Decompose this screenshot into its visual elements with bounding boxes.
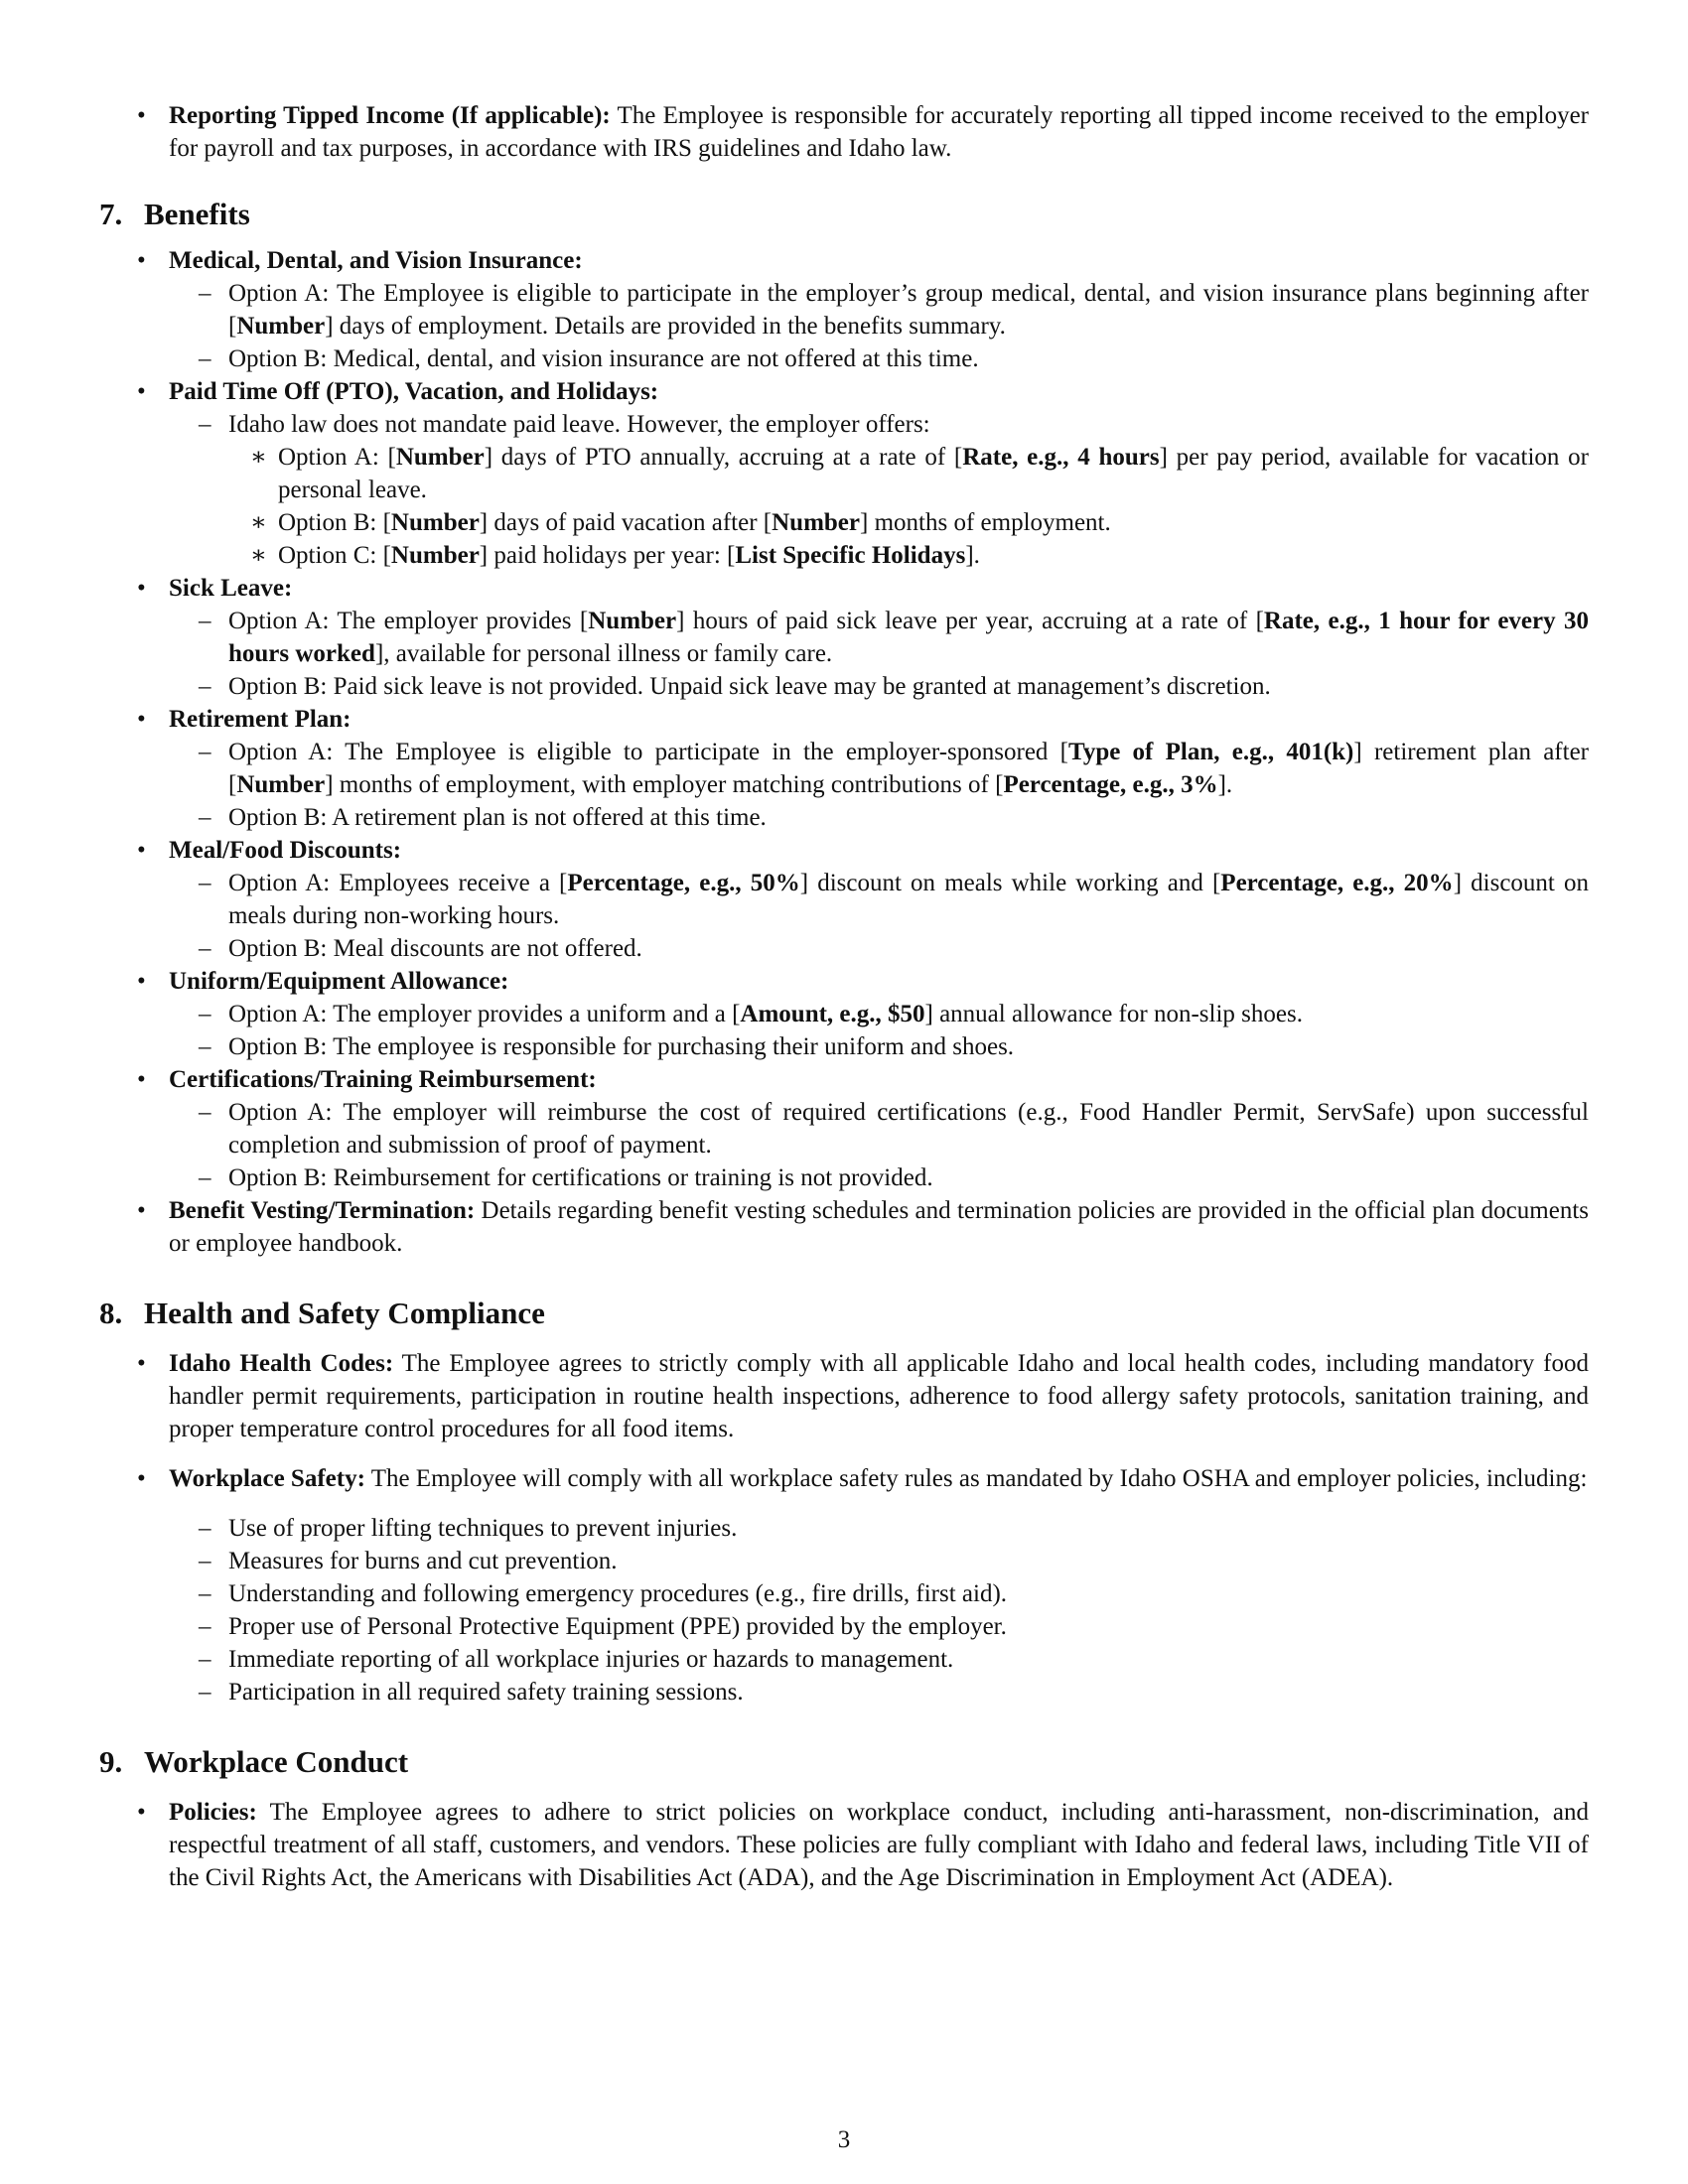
retirement-option-b: – Option B: A retirement plan is not offered at this time. (169, 801, 1589, 834)
pto-option-c: ∗ Option C: [Number] paid holidays per year: [List Specific Holidays]. (228, 539, 1589, 572)
uniform-label: Uniform/Equipment Allowance: (169, 968, 509, 995)
tipped-income-text: The Employee is responsible for accurately reporting all tipped income received to the employer for payroll and tax purposes, in accordance with IRS guidelines and Idaho law. (169, 102, 1589, 162)
pto-label: Paid Time Off (PTO), Vacation, and Holidays: (169, 378, 659, 405)
conduct-list (99, 1796, 1589, 1894)
health-codes-label: Idaho Health Codes: (169, 1350, 394, 1377)
section-9-heading: 9. Workplace Conduct (99, 1744, 409, 1779)
meal-option-a: – Option A: Employees receive a [Percentage, e.g., 50%] discount on meals while working and [Percentage, e.g., 20%] discount on meals during non-working hours. (169, 867, 1589, 932)
safety-rules-list (169, 1512, 1589, 1708)
vesting-text: Details regarding benefit vesting schedules and termination policies are provided in the official plan documents or employee handbook. (169, 1197, 1589, 1257)
sick-option-a: – Option A: The employer provides [Number] hours of paid sick leave per year, accruing at a rate of [Rate, e.g., 1 hour for every 30 hours worked], available for personal illness or family care. (169, 605, 1589, 670)
pto-option-b: ∗ Option B: [Number] days of paid vacation after [Number] months of employment. (228, 506, 1589, 539)
policies-text: The Employee agrees to adhere to strict policies on workplace conduct, including anti-harassment, non-discrimination, and respectful treatment of all staff, customers, and vendors. These policies are fully compliant with Idaho and federal laws, including Title VII of the Civil Rights Act, the Americans with Disabilities Act (ADA), and the Age Discrimination in Employment Act (ADEA). (169, 1799, 1589, 1891)
uniform-item (99, 965, 1589, 1063)
safety-rule: – Use of proper lifting techniques to prevent injuries. (169, 1512, 1589, 1545)
page-number: 3 (837, 2126, 851, 2153)
health-codes-text: The Employee agrees to strictly comply with all applicable Idaho and local health codes, including mandatory food handler permit requirements, participation in routine health inspections, adherence to food allergy safety protocols, sanitation training, and proper temperature control procedures for all food items. (169, 1350, 1589, 1442)
meal-option-b: – Option B: Meal discounts are not offered. (169, 932, 1589, 965)
medical-item (99, 244, 1589, 375)
safety-rule: – Participation in all required safety training sessions. (169, 1676, 1589, 1708)
document-page (99, 99, 1589, 1894)
policies-item (99, 1796, 1589, 1894)
medical-option-b: – Option B: Medical, dental, and vision insurance are not offered at this time. (169, 342, 1589, 375)
pto-intro: – Idaho law does not mandate paid leave. However, the employer offers: ∗ Option A: [Number] days of PTO annually, accruing at a rate of [Rate, e.g., 4 hours] per pay period, available for vacation or personal leave. ∗ Option B: [Number] days of paid vacation after [Number] months of employment. ∗ Option C: [Number] paid holidays per year: [List Specific Holidays]. (169, 408, 1589, 572)
sick-leave-item (99, 572, 1589, 703)
tipped-income-item (99, 99, 1589, 165)
safety-rule: – Proper use of Personal Protective Equipment (PPE) provided by the employer. (169, 1610, 1589, 1643)
benefits-list (99, 244, 1589, 1260)
pto-option-a: ∗ Option A: [Number] days of PTO annually, accruing at a rate of [Rate, e.g., 4 hours] per pay period, available for vacation or personal leave. (228, 441, 1589, 506)
medical-option-a: – Option A: The Employee is eligible to participate in the employer’s group medical, dental, and vision insurance plans beginning after [Number] days of employment. Details are provided in the benefits summary. (169, 277, 1589, 342)
section-7-heading: 7. Benefits (99, 197, 250, 231)
medical-label: Medical, Dental, and Vision Insurance: (169, 247, 583, 274)
safety-rule: – Understanding and following emergency procedures (e.g., fire drills, first aid). (169, 1577, 1589, 1610)
certification-option-b: – Option B: Reimbursement for certifications or training is not provided. (169, 1161, 1589, 1194)
section-8-heading: 8. Health and Safety Compliance (99, 1296, 545, 1330)
safety-rule: – Immediate reporting of all workplace injuries or hazards to management. (169, 1643, 1589, 1676)
workplace-safety-label: Workplace Safety: (169, 1465, 365, 1492)
certification-label: Certifications/Training Reimbursement: (169, 1066, 597, 1093)
certification-item (99, 1063, 1589, 1194)
meal-label: Meal/Food Discounts: (169, 837, 402, 864)
certification-option-a: – Option A: The employer will reimburse the cost of required certifications (e.g., Food Handler Permit, ServSafe) upon successful completion and submission of proof of payment. (169, 1096, 1589, 1161)
sick-leave-label: Sick Leave: (169, 575, 293, 602)
vesting-item (99, 1194, 1589, 1260)
uniform-option-a: – Option A: The employer provides a uniform and a [Amount, e.g., $50] annual allowance for non-slip shoes. (169, 998, 1589, 1030)
pto-item (99, 375, 1589, 572)
workplace-safety-text: The Employee will comply with all workplace safety rules as mandated by Idaho OSHA and employer policies, including: (364, 1465, 1588, 1492)
safety-rule: – Measures for burns and cut prevention. (169, 1545, 1589, 1577)
meal-item (99, 834, 1589, 965)
tipped-income-label: Reporting Tipped Income (If applicable): (169, 102, 611, 129)
sick-option-b: – Option B: Paid sick leave is not provided. Unpaid sick leave may be granted at management’s discretion. (169, 670, 1589, 703)
retirement-option-a: – Option A: The Employee is eligible to participate in the employer-sponsored [Type of Plan, e.g., 401(k)] retirement plan after [Number] months of employment, with employer matching contributions of [Percentage, e.g., 3%]. (169, 736, 1589, 801)
policies-label: Policies: (169, 1799, 257, 1826)
workplace-safety-item (99, 1462, 1589, 1708)
retirement-label: Retirement Plan: (169, 706, 352, 733)
tipped-list (99, 99, 1589, 165)
vesting-label: Benefit Vesting/Termination: (169, 1197, 476, 1224)
health-codes-item (99, 1347, 1589, 1445)
uniform-option-b: – Option B: The employee is responsible for purchasing their uniform and shoes. (169, 1030, 1589, 1063)
health-safety-list (99, 1347, 1589, 1708)
retirement-item (99, 703, 1589, 834)
